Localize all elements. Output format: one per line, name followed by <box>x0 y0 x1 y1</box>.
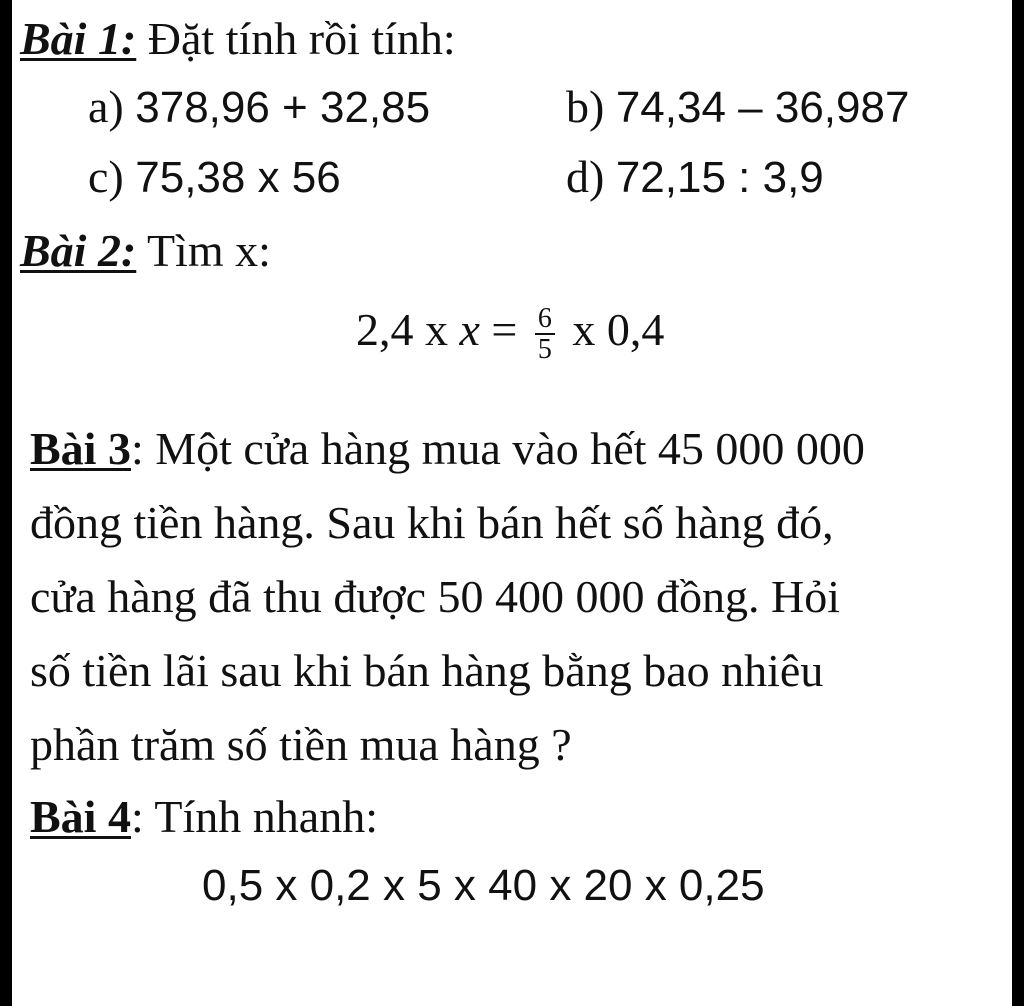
bai3-line-text: Một cửa hàng mua vào hết 45 000 000 <box>143 423 865 474</box>
bai1-item-a <box>88 81 431 132</box>
bai3-line: đồng tiền hàng. Sau khi bán hết số hàng đó, <box>30 497 834 548</box>
bai4-heading: Bài 4 <box>30 791 131 842</box>
item-expression: 74,34 – 36,987 <box>615 83 910 132</box>
equation-variable: x <box>459 303 480 355</box>
equation-rhs: x 0,4 <box>572 303 665 355</box>
bai3-line: cửa hàng đã thu được 50 400 000 đồng. Hỏi <box>30 571 841 622</box>
bai1-title-row <box>20 13 456 64</box>
equation-equals: = <box>491 303 518 355</box>
bai2-instruction: Tìm x: <box>146 225 271 276</box>
bai4-title-row <box>30 791 378 842</box>
bai3-paragraph <box>30 412 1005 782</box>
bai1-item-d <box>566 151 824 202</box>
item-expression: 378,96 + 32,85 <box>135 83 431 132</box>
bai4-instruction: : Tính nhanh: <box>130 791 378 842</box>
bai1-item-c <box>88 151 341 202</box>
bai1-instruction: Đặt tính rồi tính: <box>147 13 456 64</box>
fraction-denominator: 5 <box>537 334 552 366</box>
bai3-colon: : <box>130 423 144 474</box>
worksheet-page <box>12 0 1012 1006</box>
item-expression: 75,38 x 56 <box>135 153 341 202</box>
bai2-equation <box>356 304 664 365</box>
bai3-line <box>30 412 1005 486</box>
bai3-line: số tiền lãi sau khi bán hàng bằng bao nhiêu <box>30 645 824 696</box>
bai3-line: phần trăm số tiền mua hàng ? <box>30 719 572 770</box>
item-label: c) <box>88 151 124 202</box>
bai4-expression: 0,5 x 0,2 x 5 x 40 x 20 x 0,25 <box>202 861 765 910</box>
bai2-heading: Bài 2: <box>20 225 137 276</box>
equation-lhs: 2,4 x <box>356 303 448 355</box>
bai3-heading: Bài 3 <box>30 423 131 474</box>
item-expression: 72,15 : 3,9 <box>615 153 824 202</box>
bai2-title-row <box>20 225 271 276</box>
bai1-heading: Bài 1: <box>20 13 137 64</box>
bai1-item-b <box>566 81 910 132</box>
fraction-numerator: 6 <box>535 304 555 335</box>
equation-fraction <box>535 304 555 365</box>
item-label: a) <box>88 81 124 132</box>
item-label: d) <box>566 151 605 202</box>
item-label: b) <box>566 81 605 132</box>
